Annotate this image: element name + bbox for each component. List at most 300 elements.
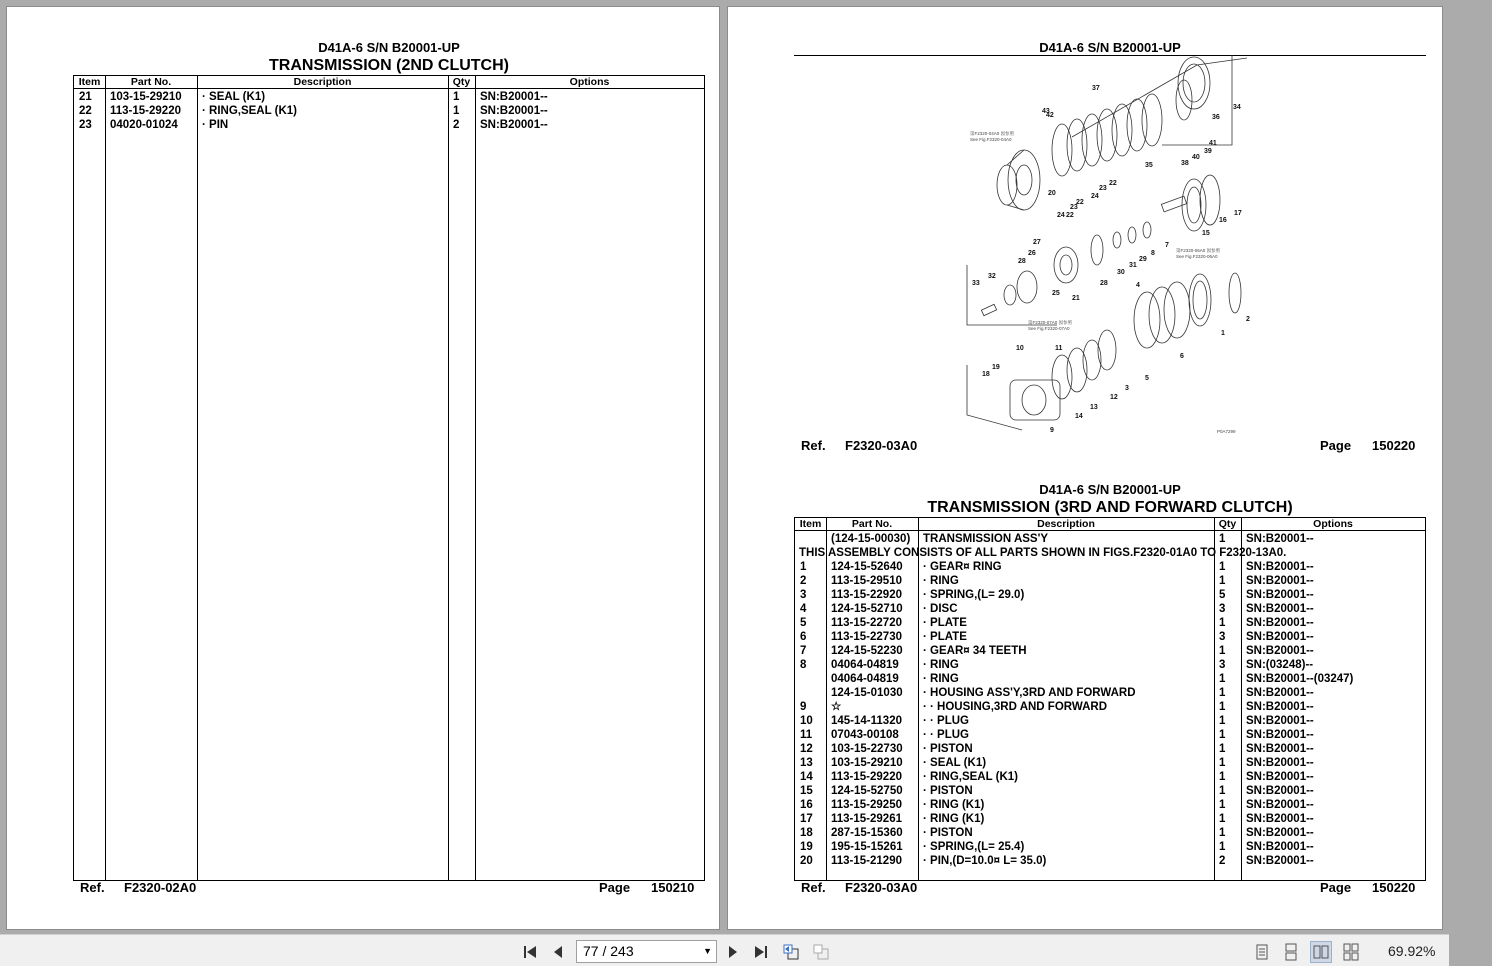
description-cell: · · PLUG [923, 729, 969, 741]
frame-line [1072, 58, 1247, 137]
qty-cell: 1 [453, 105, 460, 117]
options-cell: SN:B20001-- [1246, 855, 1314, 867]
item-cell: 12 [800, 743, 813, 755]
callout-label: 11 [1055, 345, 1063, 352]
qty-cell: 2 [1219, 855, 1226, 867]
previous-page-button[interactable] [547, 941, 569, 963]
table-row [795, 630, 1425, 644]
options-cell: SN:B20001-- [1246, 687, 1314, 699]
single-page-view-button[interactable] [1251, 941, 1273, 963]
right-parts-table [794, 517, 1426, 881]
table-row [795, 560, 1425, 574]
options-cell: SN:B20001-- [1246, 645, 1314, 657]
table-row [795, 574, 1425, 588]
callout-label: 28 [1100, 280, 1108, 287]
part-no-cell: 113-15-29510 [831, 575, 902, 587]
viewer-toolbar [0, 934, 1449, 966]
options-cell: SN:(03248)-- [1246, 659, 1314, 671]
callout-label: 41 [1209, 140, 1217, 147]
callout-label: 7 [1165, 242, 1169, 249]
options-cell: SN:B20001-- [1246, 533, 1314, 545]
callout-label: 13 [1090, 404, 1098, 411]
options-cell: SN:B20001-- [1246, 841, 1314, 853]
qty-cell: 1 [1219, 701, 1226, 713]
table-row [795, 532, 1425, 546]
part-no-cell: 124-15-52750 [831, 785, 903, 797]
part-no-cell: 103-15-29210 [110, 91, 182, 103]
item-cell: 22 [79, 105, 92, 117]
table-row [795, 602, 1425, 616]
gear-hub [1060, 255, 1072, 275]
first-page-button[interactable] [519, 941, 541, 963]
two-page-continuous-view-button[interactable] [1340, 941, 1362, 963]
part-no-cell: 145-14-11320 [831, 715, 902, 727]
description-cell: · PLATE [923, 631, 967, 643]
shaft [1161, 196, 1186, 212]
callout-label: 23 [1099, 185, 1107, 192]
description-cell: · GEAR¤ 34 TEETH [923, 645, 1027, 657]
qty-cell: 1 [1219, 617, 1226, 629]
callout-label: 4 [1136, 282, 1140, 289]
callout-label: 24 [1091, 193, 1099, 200]
callout-label: 36 [1212, 114, 1220, 121]
part-no-cell: 195-15-15261 [831, 841, 903, 853]
ring [1113, 232, 1121, 248]
page-indicator: 77 / 243 [583, 943, 634, 959]
table-row [795, 714, 1425, 728]
options-cell: SN:B20001-- [1246, 799, 1314, 811]
options-cell: SN:B20001-- [1246, 701, 1314, 713]
table-row [795, 728, 1425, 742]
callout-label: 6 [1180, 353, 1184, 360]
callout-label: 22 [1109, 180, 1117, 187]
part-no-cell: 113-15-29250 [831, 799, 902, 811]
options-cell: SN:B20001-- [1246, 631, 1314, 643]
pin [981, 304, 996, 315]
callout-label: 25 [1052, 290, 1060, 297]
list-page-footer [801, 880, 1431, 896]
chevron-down-icon: ▼ [703, 946, 712, 956]
col-item: Item [799, 518, 822, 530]
two-page-continuous-icon [1343, 944, 1359, 960]
ring [1143, 222, 1151, 238]
description-cell: · RING [923, 659, 959, 671]
part-no-cell: 124-15-01030 [831, 687, 903, 699]
callout-label: 27 [1033, 239, 1041, 246]
callout-label: 5 [1145, 375, 1149, 382]
ring [1004, 285, 1016, 305]
options-cell: SN:B20001-- [1246, 561, 1314, 573]
part-no-cell: 124-15-52230 [831, 645, 903, 657]
callout-label: 22 [1076, 199, 1084, 206]
description-cell: · SEAL (K1) [923, 757, 987, 769]
description-cell: · SPRING,(L= 29.0) [923, 589, 1025, 601]
frame-line [967, 365, 1022, 430]
diagram-footer [801, 438, 1431, 454]
callout-label: 35 [1145, 162, 1153, 169]
qty-cell: 1 [1219, 785, 1226, 797]
col-part-no: Part No. [851, 518, 893, 530]
description-cell: · PISTON [923, 827, 973, 839]
options-cell: SN:B20001-- [1246, 575, 1314, 587]
item-cell: 13 [800, 757, 813, 769]
description-cell: · GEAR¤ RING [923, 561, 1002, 573]
col-part-no: Part No. [130, 76, 172, 88]
callout-label: 19 [992, 364, 1000, 371]
previous-page-icon [550, 944, 566, 960]
callout-label: 33 [972, 280, 980, 287]
table-row [795, 658, 1425, 672]
description-cell: · SPRING,(L= 25.4) [923, 841, 1025, 853]
callout-label: 12 [1110, 394, 1118, 401]
zoom-level[interactable]: 69.92% [1388, 943, 1436, 959]
description-cell: · DISC [923, 603, 958, 615]
callout-label: 23 [1070, 204, 1078, 211]
col-qty: Qty [452, 76, 471, 88]
part-no-cell: 113-15-22720 [831, 617, 902, 629]
part-no-cell: 04064-04819 [831, 673, 899, 685]
table-row [795, 686, 1425, 700]
table-row [74, 104, 704, 118]
page-value: 150220 [1372, 438, 1416, 453]
see-fig-note: See Fig.F2320-07A0 [1028, 326, 1070, 331]
qty-cell: 1 [1219, 827, 1226, 839]
part-no-cell: 287-15-15360 [831, 827, 903, 839]
drawing-code: P0A7299 [1217, 429, 1236, 434]
seal-ring [1200, 175, 1220, 225]
part-no-cell: 113-15-22920 [831, 589, 902, 601]
options-cell: SN:B20001-- [480, 119, 548, 131]
qty-cell: 5 [1219, 589, 1226, 601]
item-cell: 17 [800, 813, 813, 825]
callout-label: 31 [1129, 262, 1137, 269]
qty-cell: 3 [1219, 631, 1226, 643]
see-fig-note: 第F2320-06A0 図参照 [1176, 248, 1221, 253]
callout-label: 3 [1125, 385, 1129, 392]
description-cell: · RING,SEAL (K1) [923, 771, 1018, 783]
table-row [795, 826, 1425, 840]
col-description: Description [293, 76, 352, 88]
qty-cell: 1 [1219, 575, 1226, 587]
left-page-title: TRANSMISSION (2ND CLUTCH) [269, 57, 509, 74]
callout-label: 28 [1018, 258, 1026, 265]
part-no-cell: ☆ [831, 701, 842, 713]
options-cell: SN:B20001-- [1246, 603, 1314, 615]
two-page-view-button[interactable] [1310, 941, 1332, 963]
qty-cell: 1 [1219, 771, 1226, 783]
see-fig-note: See Fig.F2320-06A0 [1176, 254, 1218, 259]
callout-label: 43 [1042, 108, 1050, 115]
part-no-cell: 04064-04819 [831, 659, 899, 671]
item-cell: 7 [800, 645, 807, 657]
page-value: 150210 [651, 880, 695, 895]
part-no-cell: 103-15-22730 [831, 743, 903, 755]
part-no-cell: 113-15-29220 [110, 105, 181, 117]
see-fig-note: See Fig.F2320-04A0 [970, 137, 1012, 142]
item-cell: 5 [800, 617, 807, 629]
qty-cell: 1 [1219, 715, 1226, 727]
callout-label: 16 [1219, 217, 1227, 224]
continuous-page-icon [1283, 944, 1299, 960]
item-cell: 9 [800, 701, 807, 713]
page-label: Page [1320, 880, 1352, 895]
item-cell: 16 [800, 799, 813, 811]
callout-label: 20 [1048, 190, 1056, 197]
ref-value: F2320-03A0 [845, 880, 918, 895]
table-row [795, 854, 1425, 868]
exploded-parts-diagram [962, 55, 1248, 438]
item-cell: 19 [800, 841, 813, 853]
options-cell: SN:B20001-- [1246, 757, 1314, 769]
item-cell: 10 [800, 715, 813, 727]
housing-edge [1007, 150, 1024, 210]
list-page-model: D41A-6 S/N B20001-UP [1039, 482, 1181, 497]
callout-label: 17 [1234, 210, 1242, 217]
options-cell: SN:B20001-- [1246, 589, 1314, 601]
item-cell: 14 [800, 771, 813, 783]
description-cell: · · PLUG [923, 715, 969, 727]
housing-bore [1022, 385, 1046, 415]
qty-cell: 1 [1219, 799, 1226, 811]
next-page-button[interactable] [722, 941, 744, 963]
table-row [795, 644, 1425, 658]
item-cell: 2 [800, 575, 807, 587]
col-description: Description [1037, 518, 1095, 530]
item-cell: 3 [800, 589, 807, 601]
table-row [74, 118, 704, 132]
ref-label: Ref. [801, 880, 826, 895]
callout-label: 29 [1139, 256, 1147, 263]
part-no-cell: 113-15-29220 [831, 771, 902, 783]
options-cell: SN:B20001-- [1246, 771, 1314, 783]
qty-cell: 1 [1219, 645, 1226, 657]
go-back-button[interactable] [780, 941, 802, 963]
description-cell: · · HOUSING,3RD AND FORWARD [923, 701, 1107, 713]
table-row [795, 700, 1425, 714]
callout-label: 10 [1016, 345, 1024, 352]
piston-inner [1187, 187, 1201, 223]
disc [1052, 124, 1072, 176]
callout-label: 2 [1246, 316, 1250, 323]
first-page-icon [522, 944, 538, 960]
table-row [795, 770, 1425, 784]
seal [1052, 355, 1072, 399]
description-cell: · HOUSING ASS'Y,3RD AND FORWARD [923, 687, 1136, 699]
options-cell: SN:B20001-- [1246, 827, 1314, 839]
part-no-cell: (124-15-00030) [831, 533, 911, 545]
qty-cell: 2 [453, 119, 460, 131]
continuous-view-button[interactable] [1280, 941, 1302, 963]
qty-cell: 1 [1219, 813, 1226, 825]
callout-label: 30 [1117, 269, 1125, 276]
callout-label: 42 [1046, 112, 1054, 119]
ring [1128, 227, 1136, 243]
table-row [795, 798, 1425, 812]
description-cell: · PISTON [923, 743, 973, 755]
table-row [795, 742, 1425, 756]
description-cell: · SEAL (K1) [202, 91, 266, 103]
page-value: 150220 [1372, 880, 1416, 895]
qty-cell: 1 [1219, 729, 1226, 741]
callout-label: 9 [1050, 427, 1054, 434]
qty-cell: 1 [1219, 673, 1226, 685]
single-page-icon [1254, 944, 1270, 960]
item-cell: 4 [800, 603, 807, 615]
item-cell: 20 [800, 855, 813, 867]
description-cell: · RING [923, 575, 959, 587]
two-page-icon [1313, 944, 1329, 960]
callout-label: 26 [1028, 250, 1036, 257]
seal [1017, 271, 1037, 303]
part-no-cell: 113-15-29261 [831, 813, 902, 825]
item-cell: 23 [79, 119, 92, 131]
item-cell: 21 [79, 91, 92, 103]
qty-cell: 1 [1219, 687, 1226, 699]
last-page-button[interactable] [750, 941, 772, 963]
disc [1127, 99, 1147, 151]
description-cell: · RING (K1) [923, 813, 985, 825]
table-row [74, 90, 704, 104]
housing-bore [1016, 165, 1032, 195]
left-parts-table [73, 75, 705, 881]
last-page-icon [753, 944, 769, 960]
part-no-cell: 103-15-29210 [831, 757, 903, 769]
item-cell: 8 [800, 659, 807, 671]
callout-labels [972, 85, 1250, 434]
item-cell: 1 [800, 561, 807, 573]
assembly-note: THIS ASSEMBLY CONSISTS OF ALL PARTS SHOWN IN FIGS.F2320-01A0 TO F2320-13A0. [799, 547, 1287, 559]
ref-value: F2320-02A0 [124, 880, 197, 895]
gear-ring-inner [1193, 281, 1207, 319]
callout-label: 14 [1075, 413, 1083, 420]
go-forward-button[interactable] [810, 941, 832, 963]
page-label: Page [1320, 438, 1352, 453]
left-page-model: D41A-6 S/N B20001-UP [318, 40, 460, 55]
disc [1082, 114, 1102, 166]
part-no-cell: 124-15-52710 [831, 603, 903, 615]
description-cell: · RING (K1) [923, 799, 985, 811]
item-cell: 18 [800, 827, 813, 839]
options-cell: SN:B20001-- [1246, 715, 1314, 727]
callout-label: 37 [1092, 85, 1100, 92]
ref-label: Ref. [80, 880, 105, 895]
diagram-page-model: D41A-6 S/N B20001-UP [1039, 40, 1181, 55]
description-cell: · PIN,(D=10.0¤ L= 35.0) [923, 855, 1047, 867]
disc [1142, 94, 1162, 146]
disc [1112, 104, 1132, 156]
part-no-cell: 04020-01024 [110, 119, 178, 131]
table-row [795, 588, 1425, 602]
disc [1067, 119, 1087, 171]
description-cell: · RING [923, 673, 959, 685]
part-no-cell: 113-15-21290 [831, 855, 902, 867]
callout-label: 32 [988, 273, 996, 280]
see-fig-note: 第F2320-04A0 図参照 [970, 131, 1015, 136]
table-row [795, 840, 1425, 854]
description-cell: · PIN [202, 119, 229, 131]
ring [1091, 235, 1103, 265]
ref-label: Ref. [801, 438, 826, 453]
table-row [795, 812, 1425, 826]
list-page-title: TRANSMISSION (3RD AND FORWARD CLUTCH) [927, 499, 1293, 516]
left-page-footer [80, 880, 710, 896]
item-cell: 15 [800, 785, 813, 797]
gear-ring-inner [1183, 64, 1205, 102]
description-cell: TRANSMISSION ASS'Y [923, 533, 1048, 545]
options-cell: SN:B20001-- [1246, 617, 1314, 629]
table-row [795, 616, 1425, 630]
callout-label: 40 [1192, 154, 1200, 161]
part-no-cell: 113-15-22730 [831, 631, 902, 643]
options-cell: SN:B20001-- [1246, 743, 1314, 755]
item-cell: 6 [800, 631, 807, 643]
callout-label: 34 [1233, 104, 1241, 111]
callout-label: 38 [1181, 160, 1189, 167]
options-cell: SN:B20001--(03247) [1246, 673, 1354, 685]
description-cell: · PLATE [923, 617, 967, 629]
table-row [795, 672, 1425, 686]
qty-cell: 1 [1219, 757, 1226, 769]
col-options: Options [1313, 518, 1353, 530]
qty-cell: 3 [1219, 603, 1226, 615]
left-page [6, 6, 720, 930]
go-forward-icon [812, 943, 830, 961]
table-row [795, 756, 1425, 770]
frame-line [967, 265, 1057, 325]
qty-cell: 1 [1219, 841, 1226, 853]
callout-label: 15 [1202, 230, 1210, 237]
callout-label: 8 [1151, 250, 1155, 257]
callout-label: 1 [1221, 330, 1225, 337]
page-number-input[interactable] [576, 940, 717, 963]
go-back-icon [782, 943, 800, 961]
gear [1054, 247, 1078, 283]
col-qty: Qty [1218, 518, 1237, 530]
col-options: Options [569, 76, 610, 88]
housing-body [997, 165, 1017, 205]
description-cell: · RING,SEAL (K1) [202, 105, 297, 117]
qty-cell: 1 [453, 91, 460, 103]
options-cell: SN:B20001-- [480, 91, 548, 103]
callout-label: 22 [1066, 212, 1074, 219]
qty-cell: 1 [1219, 743, 1226, 755]
options-cell: SN:B20001-- [480, 105, 548, 117]
snap-ring [1229, 273, 1241, 313]
qty-cell: 3 [1219, 659, 1226, 671]
options-cell: SN:B20001-- [1246, 729, 1314, 741]
callout-label: 24 [1057, 212, 1065, 219]
description-cell: · PISTON [923, 785, 973, 797]
options-cell: SN:B20001-- [1246, 813, 1314, 825]
disc [1164, 282, 1190, 338]
callout-label: 39 [1204, 148, 1212, 155]
next-page-icon [725, 944, 741, 960]
qty-cell: 1 [1219, 533, 1226, 545]
gear-ring [1189, 274, 1211, 326]
ref-value: F2320-03A0 [845, 438, 918, 453]
table-row [795, 784, 1425, 798]
col-item: Item [78, 76, 101, 88]
callout-label: 21 [1072, 295, 1080, 302]
frame-line [1162, 55, 1232, 145]
item-cell: 11 [800, 729, 813, 741]
part-no-cell: 07043-00108 [831, 729, 899, 741]
callout-label: 18 [982, 371, 990, 378]
qty-cell: 1 [1219, 561, 1226, 573]
page-label: Page [599, 880, 631, 895]
options-cell: SN:B20001-- [1246, 785, 1314, 797]
part-no-cell: 124-15-52640 [831, 561, 903, 573]
